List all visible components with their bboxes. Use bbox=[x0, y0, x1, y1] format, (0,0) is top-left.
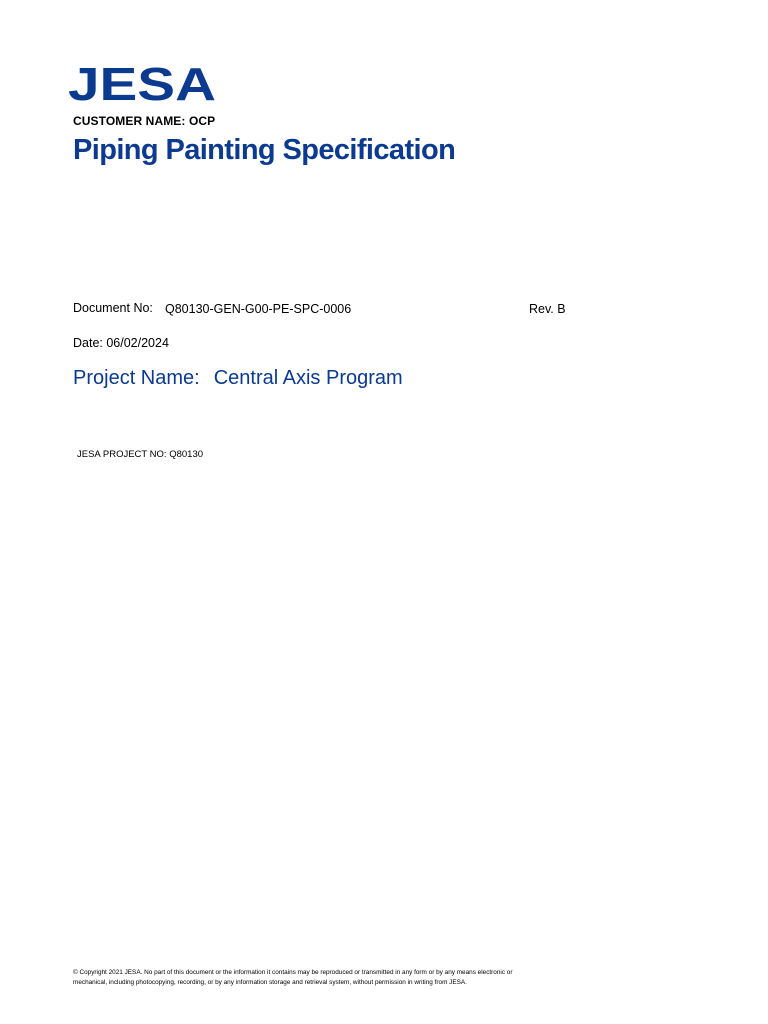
copyright-line-1: © Copyright 2021 JESA. No part of this document or the information it contains may be reproduced or transmitted in any form or by any means electronic or bbox=[73, 969, 513, 976]
document-number-label: Document No: bbox=[73, 301, 153, 315]
project-name-label: Project Name: bbox=[73, 367, 200, 389]
copyright-notice bbox=[73, 968, 673, 988]
copyright-line-2: mechanical, including photocopying, recording, or by any information storage and retrieval system, without permission in writing from JESA. bbox=[73, 979, 467, 986]
logo-wordmark: JESA bbox=[68, 62, 216, 104]
customer-name: CUSTOMER NAME: OCP bbox=[73, 114, 216, 128]
project-name-value: Central Axis Program bbox=[213, 367, 403, 389]
document-number-value: Q80130-GEN-G00-PE-SPC-0006 bbox=[165, 302, 352, 316]
jesa-logo bbox=[68, 62, 218, 104]
document-title: Piping Painting Specification bbox=[73, 134, 456, 166]
jesa-project-number: JESA PROJECT NO: Q80130 bbox=[77, 449, 204, 460]
document-date: Date: 06/02/2024 bbox=[73, 336, 169, 350]
revision-label: Rev. B bbox=[529, 302, 566, 316]
project-name-line bbox=[73, 367, 403, 390]
